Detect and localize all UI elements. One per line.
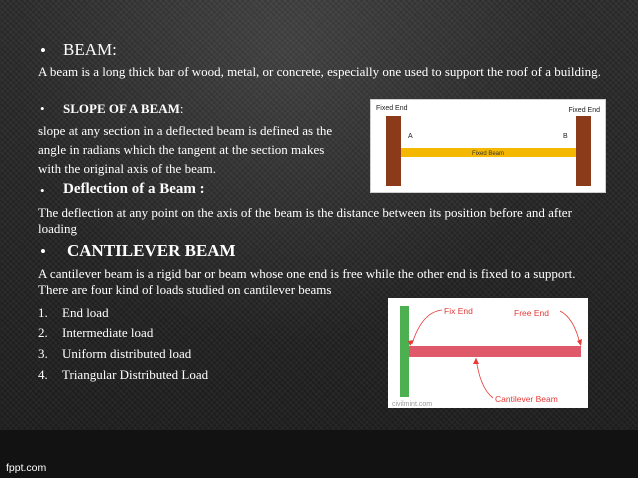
slope-heading: SLOPE OF A BEAM [63, 101, 180, 116]
beam-bullet: • [40, 41, 46, 60]
load-item [38, 367, 209, 383]
cantilever-beam-bar [409, 346, 581, 357]
civilmint-watermark: civilmint.com [392, 401, 433, 408]
slope-line-2: angle in radians which the tangent at the section makes [38, 142, 325, 157]
cantilever-beam-label: Cantilever Beam [495, 394, 558, 404]
footer-brand: fppt.com [6, 462, 47, 474]
load-number: 3. [38, 346, 48, 361]
load-item [38, 346, 192, 362]
slope-colon: : [179, 101, 184, 116]
cantilever-figure [388, 298, 588, 408]
cantilever-bullet: • [40, 242, 46, 261]
free-end-arrowhead [577, 339, 582, 346]
fixed-beam-diagram [371, 100, 605, 192]
footer-bar [0, 430, 638, 478]
cantilever-diagram [388, 298, 588, 408]
point-b-label: B [563, 133, 568, 140]
slope-line-3: with the original axis of the beam. [38, 161, 216, 176]
fixed-wall [400, 306, 409, 397]
point-a-label: A [408, 133, 413, 140]
beam-heading: BEAM: [63, 40, 117, 59]
free-end-label: Free End [514, 308, 549, 318]
load-label: Triangular Distributed Load [62, 367, 209, 382]
slope-line-1: slope at any section in a deflected beam is defined as the [38, 123, 333, 138]
slope-bullet: • [40, 101, 45, 116]
fix-end-leader [412, 310, 442, 344]
cantilever-definition: A cantilever beam is a rigid bar or beam whose one end is free while the other end is fixed to a support. There are four kind of loads studied on cantilever beams [38, 266, 576, 297]
load-label: Intermediate load [62, 325, 154, 340]
left-fixed-end-label: Fixed End [376, 105, 408, 112]
right-fixed-support [576, 116, 591, 186]
deflection-bullet: • [40, 183, 45, 198]
load-number: 2. [38, 325, 48, 340]
fixed-beam-label: Fixed Beam [471, 151, 505, 157]
load-item [38, 325, 154, 341]
load-number: 1. [38, 305, 48, 320]
free-end-leader [560, 311, 580, 344]
deflection-definition: The deflection at any point on the axis of the beam is the distance between its position before and after loading [38, 205, 572, 236]
fix-end-label: Fix End [444, 306, 473, 316]
fixed-beam-figure [370, 99, 606, 193]
right-fixed-end-label: Fixed End [568, 107, 600, 114]
load-label: Uniform distributed load [62, 346, 192, 361]
beam-arrowhead [473, 358, 479, 364]
left-fixed-support [386, 116, 401, 186]
load-number: 4. [38, 367, 48, 382]
load-label: End load [62, 305, 109, 320]
deflection-heading: Deflection of a Beam : [63, 181, 205, 197]
slope-heading-line [63, 101, 184, 117]
beam-definition: A beam is a long thick bar of wood, metal, or concrete, especially one used to support the roof of a building. [38, 64, 601, 79]
cantilever-heading: CANTILEVER BEAM [67, 241, 236, 260]
load-item [38, 305, 109, 321]
